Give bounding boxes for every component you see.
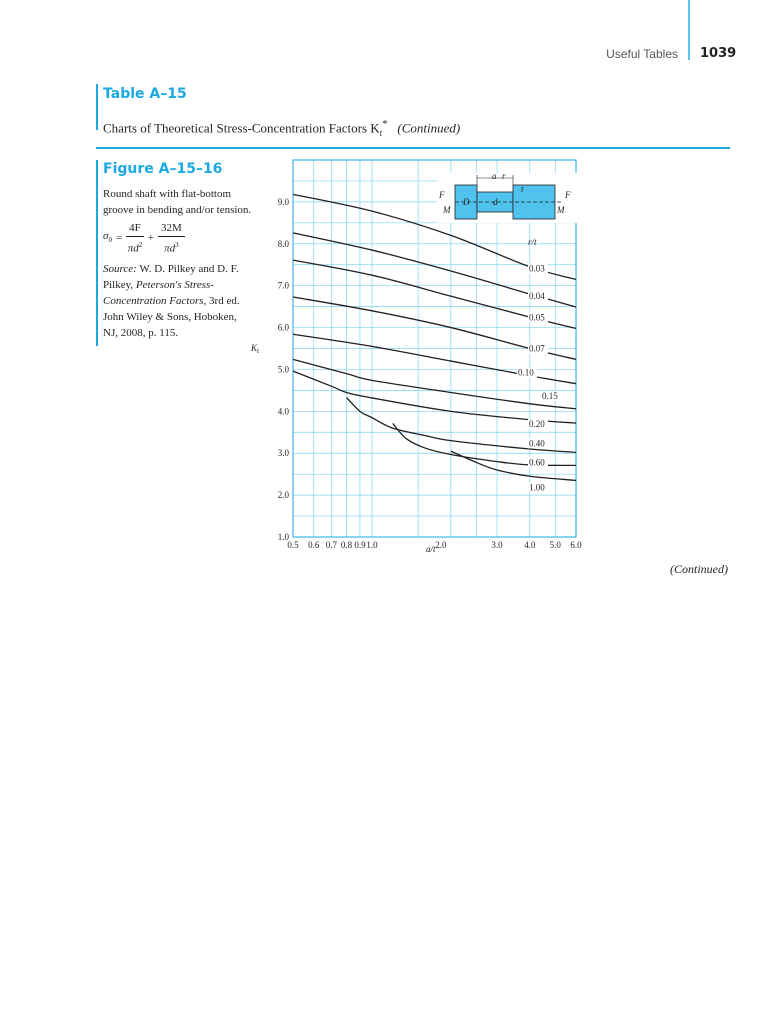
svg-text:F: F — [565, 190, 571, 200]
page-number: 1039 — [700, 46, 737, 61]
x-tick-label: 0.8 — [340, 540, 353, 550]
x-tick-label: 2.0 — [435, 540, 447, 550]
x-tick-label: 0.5 — [287, 540, 299, 550]
series-label: 0.40 — [529, 438, 545, 449]
x-tick-label: 3.0 — [491, 540, 503, 550]
svg-text:M: M — [443, 205, 451, 215]
series-label: 1.00 — [529, 482, 545, 493]
frac1-exp: 2 — [138, 241, 143, 249]
x-tick-label: 0.7 — [325, 540, 337, 550]
shaft-diagram — [437, 171, 577, 223]
figure-accent-bar — [96, 160, 98, 346]
header-divider — [688, 0, 690, 60]
frac2-num: 32M — [158, 220, 185, 237]
svg-text:t: t — [521, 184, 524, 194]
x-tick-label: 0.6 — [308, 540, 320, 550]
kt-chart — [250, 155, 590, 565]
y-tick-label: 6.0 — [277, 322, 289, 333]
x-tick-label: 6.0 — [570, 540, 582, 550]
frac1-den: πd — [127, 242, 139, 255]
series-label: 0.20 — [529, 419, 545, 430]
x-tick-label: 4.0 — [524, 540, 536, 550]
series-label: 0.04 — [529, 291, 545, 302]
formula-lhs-sub: 0 — [108, 236, 112, 245]
figure-description: Round shaft with flat-bottom groove in bending and/or tension. — [103, 188, 252, 216]
y-axis-label: $K_t$ — [251, 343, 259, 355]
formula-lhs: σ — [103, 230, 109, 243]
figure-source — [103, 261, 253, 341]
y-tick-label: 2.0 — [277, 490, 289, 501]
subtitle-sup: * — [382, 118, 388, 130]
source-authors: W. D. Pilkey and D. F. Pilkey, — [103, 262, 239, 291]
subtitle-continued: (Continued) — [397, 120, 461, 136]
table-title: Table A–15 — [103, 86, 187, 102]
continued-note — [670, 562, 728, 577]
series-label: 0.10 — [518, 367, 534, 378]
x-tick-label: 5.0 — [549, 540, 561, 550]
frac1-num: 4F — [126, 220, 144, 237]
y-tick-label: 5.0 — [277, 364, 289, 375]
series-label: 0.03 — [529, 263, 545, 274]
formula — [103, 220, 253, 257]
table-subtitle — [103, 118, 460, 138]
fraction-2 — [158, 220, 185, 257]
subtitle-text: Charts of Theoretical Stress-Concentration Factors K — [103, 120, 380, 136]
series-label: 0.60 — [529, 457, 545, 468]
legend-title: r/t — [528, 237, 537, 247]
formula-plus: + — [147, 232, 154, 245]
y-tick-label: 3.0 — [277, 448, 289, 459]
svg-text:M: M — [557, 205, 565, 215]
figure-caption — [103, 186, 253, 341]
frac2-den: πd — [164, 242, 176, 255]
figure-title: Figure A–15–16 — [103, 161, 223, 177]
formula-eq: = — [115, 232, 123, 245]
svg-text:F: F — [439, 190, 445, 200]
y-tick-label: 8.0 — [277, 238, 289, 249]
svg-text:a: a — [492, 171, 497, 181]
source-book: Peterson's Stress-Concentration Factors, — [103, 278, 214, 307]
y-tick-label: 7.0 — [277, 280, 289, 291]
series-line-0.20 — [293, 371, 576, 423]
fraction-1 — [126, 220, 144, 257]
source-label: Source: — [103, 262, 137, 275]
section-rule — [96, 147, 730, 149]
series-label: 0.05 — [529, 312, 545, 323]
source-rest: 3rd ed. John Wiley & Sons, Hoboken, NJ, 2008, p. 115. — [103, 294, 240, 339]
continued-text: (Continued) — [670, 562, 728, 576]
subtitle-sub: t — [379, 127, 383, 138]
y-tick-label: 4.0 — [277, 406, 289, 417]
y-tick-label: 9.0 — [277, 196, 289, 207]
y-tick-label: 1.0 — [277, 532, 289, 542]
series-label: 0.15 — [542, 390, 558, 401]
x-tick-label: 0.9 — [354, 540, 366, 550]
series-label: 0.07 — [529, 343, 545, 354]
svg-text:d: d — [493, 197, 498, 207]
x-axis-label: a/t — [426, 544, 436, 554]
frac2-exp: 3 — [175, 241, 179, 249]
x-tick-label: 1.0 — [366, 540, 378, 550]
svg-text:D: D — [463, 197, 470, 207]
svg-text:r: r — [502, 171, 506, 181]
section-title: Useful Tables — [606, 47, 678, 61]
table-accent-bar — [96, 84, 98, 130]
